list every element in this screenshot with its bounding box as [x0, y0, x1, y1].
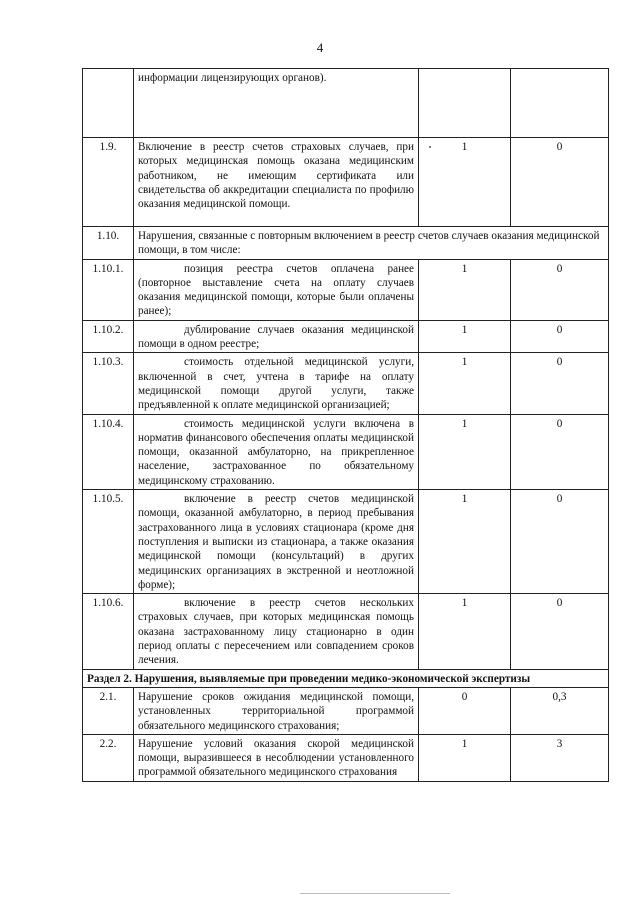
row-value-1: 1 — [419, 259, 511, 320]
row-description-text: стоимость медицинской услуги включена в норматив финансового обеспечения оплаты медицинской помощи, оказанной амбулаторно, на прикрепленное население, застрахованное по обязательному медицинскому страхованию. — [138, 417, 414, 487]
row-description-text: позиция реестра счетов оплачена ранее (повторное выставление счета на оплату случаев оказания медицинской помощи, которые были оплачены ранее); — [138, 262, 414, 318]
row-value-1: 1 — [419, 594, 511, 669]
table-row — [83, 227, 609, 260]
row-description: Нарушения, связанные с повторным включением в реестр счетов случаев оказания медицинской помощи, в том числе: — [134, 227, 609, 260]
row-value-2: 0 — [511, 320, 609, 353]
row-value-1: 1 — [419, 414, 511, 489]
row-value-2: 0 — [511, 259, 609, 320]
section-row — [83, 669, 609, 687]
row-description: информации лицензирующих органов). — [134, 69, 419, 138]
row-number: 2.1. — [83, 687, 134, 734]
row-description — [134, 594, 419, 669]
row-description-text: стоимость отдельной медицинской услуги, включенной в счет, учтена в тарифе на оплату медицинской помощи другой услуги, также предъявленной к оплате медицинской организацией; — [138, 356, 414, 412]
row-description — [134, 490, 419, 594]
table-row — [83, 687, 609, 734]
row-value-2: 0 — [511, 414, 609, 489]
row-description: Включение в реестр счетов страховых случаев, при которых медицинская помощь оказана медицинским работником, не имеющим сертификата или свидетельства об аккредитации специалиста по профилю оказания медицинской помощи. — [134, 138, 419, 227]
row-description-text: включение в реестр счетов нескольких страховых случаев, при которых медицинская помощь оказана застрахованному лицу стационарно в один период оплаты с пересечением или совпадением сроков лечения. — [138, 597, 414, 667]
row-value-2: 0 — [511, 353, 609, 414]
row-description — [134, 414, 419, 489]
table-row — [83, 594, 609, 669]
row-value-2: 3 — [511, 734, 609, 781]
row-value-2: 0 — [511, 138, 609, 227]
row-number: 2.2. — [83, 734, 134, 781]
row-value-1: 1 — [419, 734, 511, 781]
row-number: 1.9. — [83, 138, 134, 227]
row-description — [134, 353, 419, 414]
table-row — [83, 259, 609, 320]
row-value-1: 1 — [419, 138, 511, 227]
scan-edge-line — [300, 893, 450, 894]
table-row — [83, 320, 609, 353]
row-value-2: 0 — [511, 594, 609, 669]
table-row — [83, 490, 609, 594]
row-number: 1.10.2. — [83, 320, 134, 353]
row-description: Нарушение условий оказания скорой медицинской помощи, выразившееся в несоблюдении установленного программой обязательного медицинского страхования — [134, 734, 419, 781]
row-number: 1.10.4. — [83, 414, 134, 489]
row-value-2: 0,3 — [511, 687, 609, 734]
row-description-text: включение в реестр счетов медицинской помощи, оказанной амбулаторно, в период пребывания застрахованного лица в условиях стационара (кроме дня поступления и выписки из стационара, а также оказания медицинской помощи (консультаций) в других медицинских организациях в экстренной и неотложной форме); — [138, 493, 414, 591]
row-value-1: 0 — [419, 687, 511, 734]
row-number: 1.10. — [83, 227, 134, 260]
table-row — [83, 734, 609, 781]
scan-speck — [429, 146, 431, 148]
row-description — [134, 320, 419, 353]
row-value-1: 1 — [419, 320, 511, 353]
table-row — [83, 414, 609, 489]
table-row — [83, 69, 609, 138]
row-value-2: 0 — [511, 490, 609, 594]
row-number: 1.10.6. — [83, 594, 134, 669]
row-number: 1.10.1. — [83, 259, 134, 320]
row-value-1: 1 — [419, 353, 511, 414]
row-number: 1.10.3. — [83, 353, 134, 414]
row-number — [83, 69, 134, 138]
violations-table — [82, 68, 609, 782]
row-description — [134, 259, 419, 320]
row-value-1 — [419, 69, 511, 138]
row-value-2 — [511, 69, 609, 138]
table-row — [83, 138, 609, 227]
row-number: 1.10.5. — [83, 490, 134, 594]
row-value-1: 1 — [419, 490, 511, 594]
table-row — [83, 353, 609, 414]
section-heading: Раздел 2. Нарушения, выявляемые при проведении медико-экономической экспертизы — [83, 669, 609, 687]
row-description-text: дублирование случаев оказания медицинской помощи в одном реестре; — [138, 323, 414, 351]
row-description: Нарушение сроков ожидания медицинской помощи, установленных территориальной программой обязательного медицинского страхования; — [134, 687, 419, 734]
page-number: 4 — [316, 40, 324, 55]
